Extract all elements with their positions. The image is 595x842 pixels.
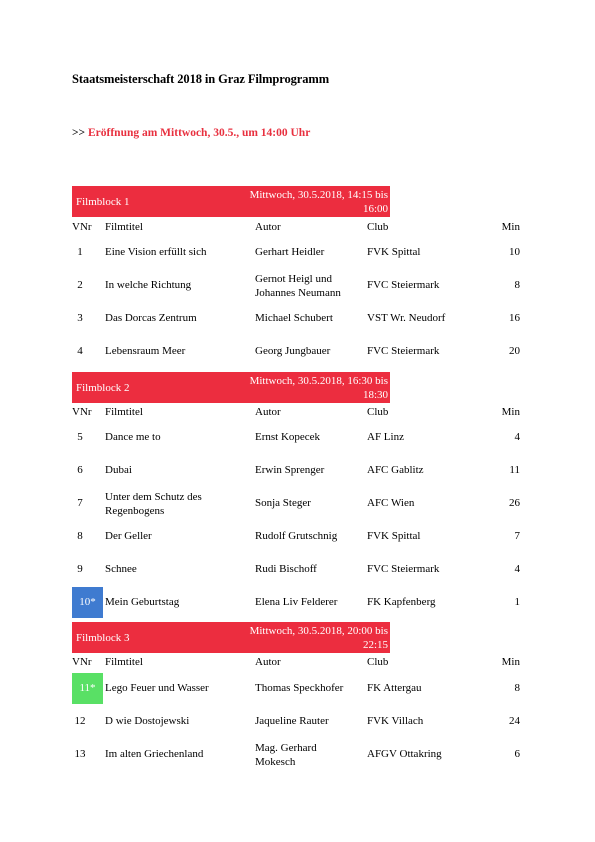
film-author: Thomas Speckhofer: [255, 682, 344, 694]
block-name: Filmblock 2: [76, 382, 130, 394]
film-min: 26: [509, 497, 520, 509]
block-time-line1: Mittwoch, 30.5.2018, 14:15 bis: [249, 189, 388, 201]
col-min: Min: [501, 221, 520, 233]
film-author: [255, 741, 365, 769]
film-club: FVK Spittal: [367, 246, 421, 258]
film-min: 8: [514, 279, 520, 291]
block-header: [72, 622, 390, 653]
film-title: In welche Richtung: [105, 279, 192, 291]
col-title: Filmtitel: [105, 406, 143, 418]
film-author: Michael Schubert: [255, 312, 333, 324]
col-author: Autor: [255, 656, 281, 668]
film-club: AFC Gablitz: [367, 464, 424, 476]
col-author: Autor: [255, 406, 281, 418]
col-club: Club: [367, 221, 389, 233]
col-author: Autor: [255, 221, 281, 233]
film-author: Gerhart Heidler: [255, 246, 325, 258]
film-min: 10: [509, 246, 520, 258]
film-title: Lego Feuer und Wasser: [105, 682, 209, 694]
film-title-line1: Unter dem Schutz des: [105, 491, 202, 503]
film-author: Rudolf Grutschnig: [255, 530, 338, 542]
film-club: FVC Steiermark: [367, 345, 440, 357]
block-time-line2: 18:30: [362, 389, 388, 401]
col-nr: VNr: [72, 656, 92, 668]
film-nr: 4: [77, 345, 83, 357]
block-time-line1: Mittwoch, 30.5.2018, 20:00 bis: [249, 625, 388, 637]
film-min: 20: [509, 345, 520, 357]
film-club: FK Attergau: [367, 682, 422, 694]
film-min: 4: [514, 563, 520, 575]
film-club: FVK Villach: [367, 715, 424, 727]
film-club: FVC Steiermark: [367, 279, 440, 291]
block-time-line2: 22:15: [362, 639, 388, 651]
film-nr: 13: [74, 748, 86, 760]
film-club: AFC Wien: [367, 497, 415, 509]
film-author: Erwin Sprenger: [255, 464, 325, 476]
film-club: AF Linz: [367, 431, 404, 443]
opening-notice: [72, 127, 310, 139]
film-author-line2: Mokesch: [255, 756, 296, 768]
film-nr: 2: [77, 279, 83, 291]
block-name: Filmblock 3: [76, 632, 130, 644]
film-title: Im alten Griechenland: [105, 748, 204, 760]
col-club: Club: [367, 656, 389, 668]
col-nr: VNr: [72, 406, 92, 418]
block-time: [218, 374, 388, 402]
film-author-line1: Mag. Gerhard: [255, 742, 317, 754]
film-title: D wie Dostojewski: [105, 715, 190, 727]
table-row: [72, 587, 524, 618]
film-author: Rudi Bischoff: [255, 563, 317, 575]
filmblock-1: [72, 186, 524, 376]
film-author: [255, 272, 365, 300]
filmblock-2: [72, 372, 524, 622]
page-title: Staatsmeisterschaft 2018 in Graz Filmprogramm: [72, 72, 330, 86]
film-club: FK Kapfenberg: [367, 596, 436, 608]
film-author: Ernst Kopecek: [255, 431, 321, 443]
block-time: [218, 188, 388, 216]
film-author: Georg Jungbauer: [255, 345, 331, 357]
film-title: Der Geller: [105, 530, 152, 542]
opening-text: Eröffnung am Mittwoch, 30.5., um 14:00 Uhr: [87, 127, 311, 139]
film-club: AFGV Ottakring: [367, 748, 442, 760]
block-header: [72, 186, 390, 217]
film-author-line1: Gernot Heigl und: [255, 273, 332, 285]
film-author-line2: Johannes Neumann: [255, 287, 341, 299]
film-author: Jaqueline Rauter: [255, 715, 329, 727]
film-nr: 7: [77, 497, 83, 509]
filmblock-3: [72, 622, 524, 772]
film-club: FVC Steiermark: [367, 563, 440, 575]
film-title: Lebensraum Meer: [105, 345, 186, 357]
col-club: Club: [367, 406, 389, 418]
film-title-line2: Regenbogens: [105, 505, 165, 517]
film-min: 7: [514, 530, 520, 542]
film-nr: 6: [77, 464, 83, 476]
film-club: FVK Spittal: [367, 530, 421, 542]
film-min: 6: [514, 748, 520, 760]
film-author: Elena Liv Felderer: [255, 596, 338, 608]
film-title: Eine Vision erfüllt sich: [105, 246, 207, 258]
film-nr-badge: 11*: [72, 673, 103, 704]
film-author: Sonja Steger: [255, 497, 311, 509]
block-time-line2: 16:00: [362, 203, 388, 215]
col-min: Min: [501, 406, 520, 418]
film-nr: 8: [77, 530, 83, 542]
film-title: Dance me to: [105, 431, 161, 443]
film-title: Dubai: [105, 464, 132, 476]
block-time: [218, 624, 388, 652]
film-min: 16: [509, 312, 520, 324]
block-time-line1: Mittwoch, 30.5.2018, 16:30 bis: [249, 375, 388, 387]
film-min: 8: [514, 682, 520, 694]
opening-prefix: >>: [72, 127, 88, 139]
film-title: [105, 490, 255, 518]
col-min: Min: [501, 656, 520, 668]
film-nr: 3: [77, 312, 83, 324]
film-title: Das Dorcas Zentrum: [105, 312, 197, 324]
film-nr: 9: [77, 563, 83, 575]
film-title: Schnee: [105, 563, 137, 575]
block-header: [72, 372, 390, 403]
film-min: 4: [514, 431, 520, 443]
film-min: 24: [509, 715, 520, 727]
film-min: 11: [509, 464, 520, 476]
film-nr: 5: [77, 431, 83, 443]
col-title: Filmtitel: [105, 221, 143, 233]
film-nr: 12: [74, 715, 86, 727]
film-min: 1: [514, 596, 520, 608]
table-row: [72, 673, 524, 704]
film-title: Mein Geburtstag: [105, 596, 180, 608]
film-club: VST Wr. Neudorf: [367, 312, 446, 324]
film-nr-badge: 10*: [72, 587, 103, 618]
col-title: Filmtitel: [105, 656, 143, 668]
block-name: Filmblock 1: [76, 196, 130, 208]
col-nr: VNr: [72, 221, 92, 233]
film-nr: 1: [77, 246, 83, 258]
